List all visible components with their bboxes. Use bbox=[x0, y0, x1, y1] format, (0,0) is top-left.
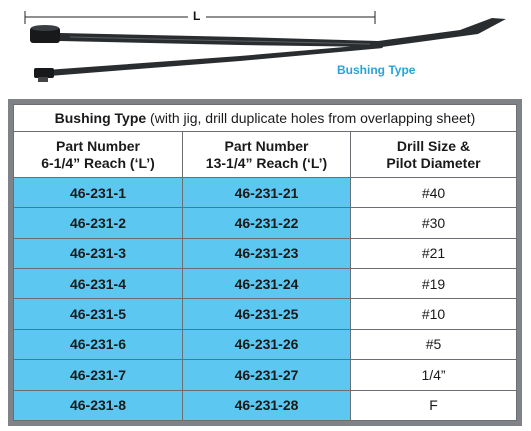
part-number-long-cell: 46-231-22 bbox=[183, 208, 351, 238]
part-number-long-cell: 46-231-21 bbox=[183, 177, 351, 207]
table-row bbox=[14, 208, 517, 238]
part-number-long-cell: 46-231-25 bbox=[183, 299, 351, 329]
drill-size-cell: #5 bbox=[351, 329, 517, 359]
drill-size-cell: #21 bbox=[351, 238, 517, 268]
spec-table-frame bbox=[8, 99, 522, 426]
header-line: Part Number bbox=[55, 137, 141, 154]
part-number-long-cell: 46-231-23 bbox=[183, 238, 351, 268]
pilot-pin bbox=[34, 68, 54, 78]
table-row bbox=[14, 238, 517, 268]
table-title-rest: (with jig, drill duplicate holes from overlapping sheet) bbox=[146, 110, 476, 127]
part-number-long-cell: 46-231-24 bbox=[183, 269, 351, 299]
part-number-short-cell: 46-231-3 bbox=[14, 238, 183, 268]
table-row bbox=[14, 390, 517, 420]
part-number-short-cell: 46-231-4 bbox=[14, 269, 183, 299]
part-number-short-cell: 46-231-6 bbox=[14, 329, 183, 359]
table-title bbox=[14, 105, 517, 132]
part-number-short-cell: 46-231-1 bbox=[14, 177, 183, 207]
header-drill-size bbox=[351, 132, 517, 178]
drill-size-cell: #10 bbox=[351, 299, 517, 329]
part-number-long-cell: 46-231-28 bbox=[183, 390, 351, 420]
table-title-row bbox=[14, 105, 517, 132]
dimension-label: L bbox=[193, 9, 201, 23]
table-title-bold: Bushing Type bbox=[54, 110, 147, 127]
part-number-long-cell: 46-231-26 bbox=[183, 329, 351, 359]
table-header-row bbox=[14, 132, 517, 178]
pilot-tip bbox=[38, 77, 48, 82]
upper-arm bbox=[34, 18, 506, 47]
header-line: 6-1/4” Reach (‘L’) bbox=[41, 154, 155, 171]
table-row bbox=[14, 329, 517, 359]
drill-size-cell: 1/4” bbox=[351, 360, 517, 390]
part-number-short-cell: 46-231-2 bbox=[14, 208, 183, 238]
figure-caption: Bushing Type bbox=[337, 63, 416, 77]
part-number-short-cell: 46-231-5 bbox=[14, 299, 183, 329]
part-number-short-cell: 46-231-8 bbox=[14, 390, 183, 420]
part-number-short-cell: 46-231-7 bbox=[14, 360, 183, 390]
table-row bbox=[14, 269, 517, 299]
header-line: 13-1/4” Reach (‘L’) bbox=[205, 154, 328, 171]
spec-table bbox=[13, 104, 517, 421]
bushing-top bbox=[31, 25, 59, 31]
drill-size-cell: F bbox=[351, 390, 517, 420]
drill-size-cell: #30 bbox=[351, 208, 517, 238]
drill-size-cell: #19 bbox=[351, 269, 517, 299]
header-line: Part Number bbox=[224, 137, 309, 154]
table-row bbox=[14, 299, 517, 329]
table-row bbox=[14, 177, 517, 207]
header-part-number-short bbox=[14, 132, 183, 178]
header-part-number-long bbox=[183, 132, 351, 178]
header-line: Pilot Diameter bbox=[386, 154, 481, 171]
header-line: Drill Size & bbox=[396, 137, 471, 154]
drill-size-cell: #40 bbox=[351, 177, 517, 207]
lower-arm bbox=[36, 44, 383, 77]
part-number-long-cell: 46-231-27 bbox=[183, 360, 351, 390]
table-row bbox=[14, 360, 517, 390]
bushing-tool-illustration bbox=[0, 0, 531, 95]
